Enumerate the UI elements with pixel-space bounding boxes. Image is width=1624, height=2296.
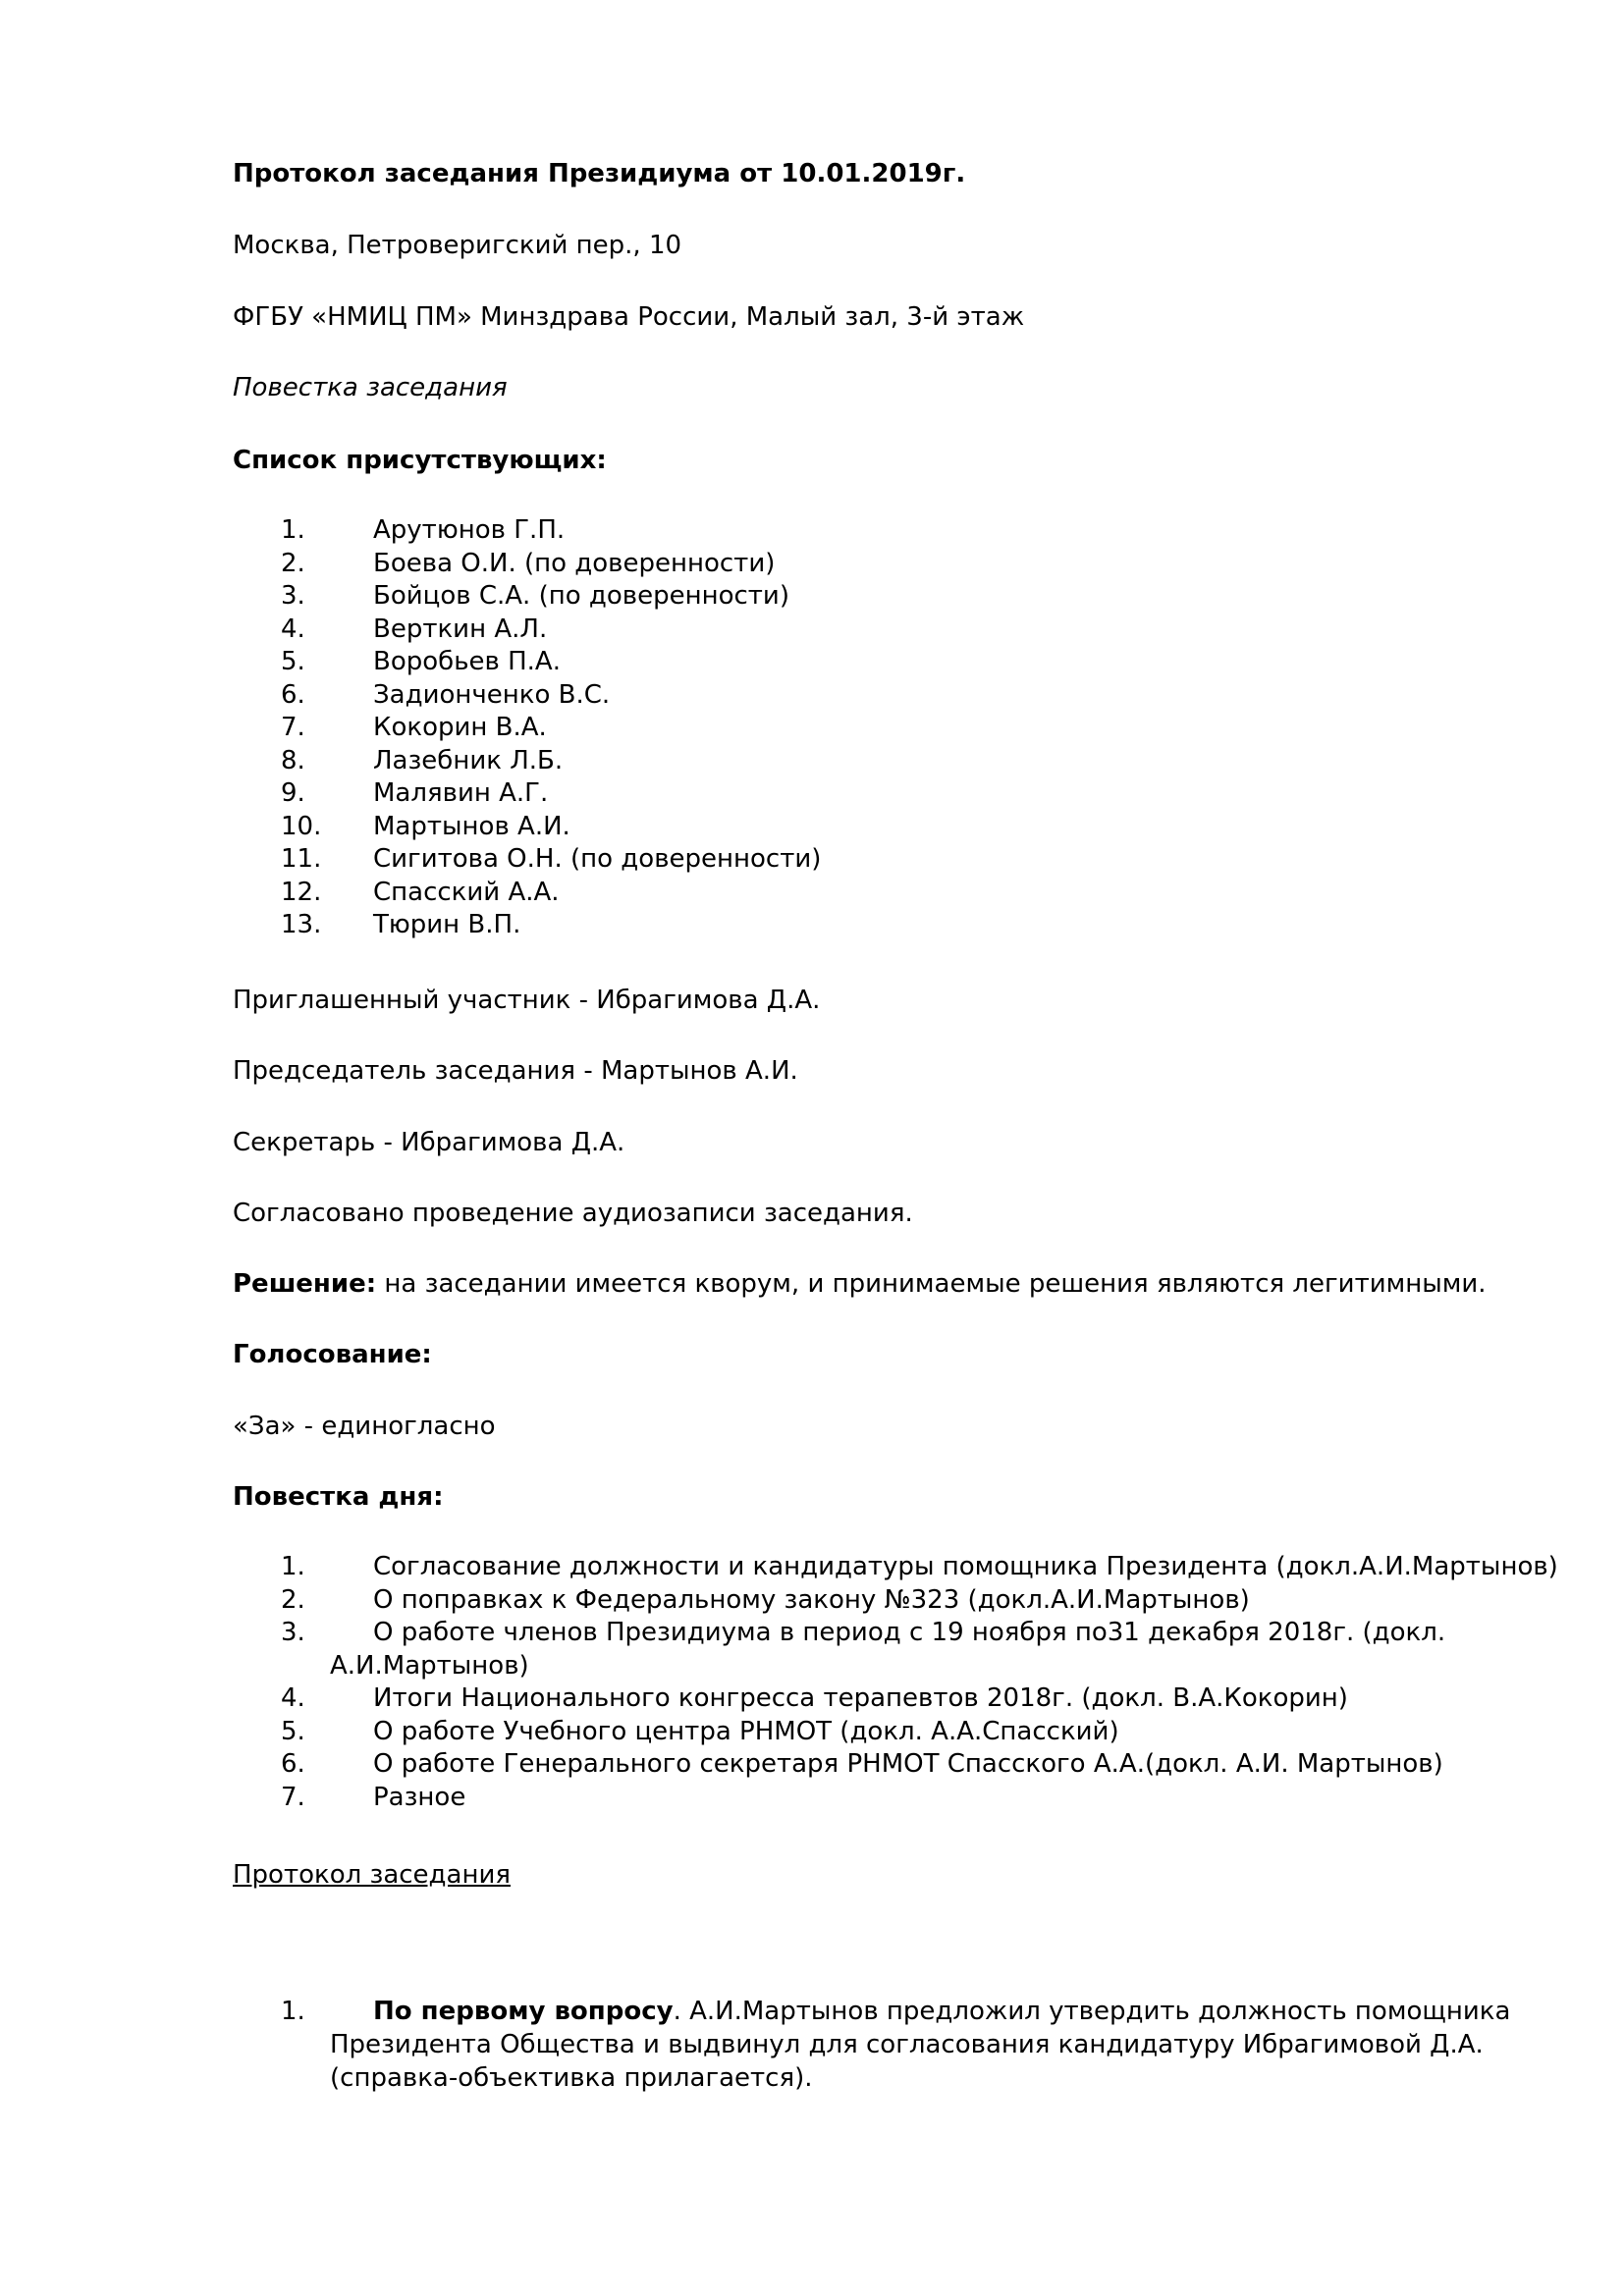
meeting-address: Москва, Петроверигский пер., 10 xyxy=(233,231,682,260)
meeting-secretary: Секретарь - Ибрагимова Д.А. xyxy=(233,1128,625,1157)
decision-label: Решение: xyxy=(233,1269,377,1299)
quorum-decision xyxy=(233,1267,1487,1301)
protocol-item-line: По первому вопросу. А.И.Мартынов предложил утвердить должность помощника xyxy=(373,1997,1511,2026)
meeting-chair: Председатель заседания - Мартынов А.И. xyxy=(233,1056,798,1086)
agenda-heading: Повестка дня: xyxy=(233,1482,444,1512)
voting-result: «За» - единогласно xyxy=(233,1412,496,1441)
audio-recording-note: Согласовано проведение аудиозаписи заседания. xyxy=(233,1199,913,1228)
attendees-heading: Список присутствующих: xyxy=(233,446,607,475)
protocol-link[interactable]: Протокол заседания xyxy=(233,1860,512,1890)
document-title: Протокол заседания Президиума от 10.01.2019г. xyxy=(233,159,966,188)
protocol-item-line: (справка-объективка прилагается). xyxy=(330,2063,813,2093)
protocol-item-line: Президента Общества и выдвинул для согласования кандидатуру Ибрагимовой Д.А. xyxy=(330,2030,1484,2059)
agenda-label: Повестка заседания xyxy=(233,373,508,402)
invited-participant: Приглашенный участник - Ибрагимова Д.А. xyxy=(233,986,821,1015)
meeting-venue: ФГБУ «НМИЦ ПМ» Минздрава России, Малый зал, 3-й этаж xyxy=(233,302,1025,332)
voting-heading: Голосование: xyxy=(233,1340,432,1369)
document-page: Протокол заседания Президиума от 10.01.2019г. Москва, Петроверигский пер., 10 ФГБУ «НМИЦ ПМ» Минздрава России, Малый зал, 3-й этаж Повестка заседания Список присутствующих: 1. Арутюнов Г.П. 2. Боева О.И. (по доверенности) 3. Бойцов С.А. (по доверенности) 4. Верткин А.Л. 5. Воробьев П.А. 6. Задионченко В.С. 7. Кокорин В.А. 8. Лазебник Л.Б. 9. Малявин А.Г. 10. Мартынов А.И. 11. Сигитова О.Н. (по доверенности) 12. Спасский А.А. 13. Тюрин В.П. Приглашенный участник - Ибрагимова Д.А. Председатель заседания - Мартынов А.И. Секретарь - Ибрагимова Д.А. Согласовано проведение аудиозаписи заседания. Решение: на заседании имеется кворум, и принимаемые решения являются легитимными. Голосование: «За» - единогласно Повестка дня: 1. Согласование должности и кандидатуры помощника Президента (докл.А.И.Мартынов) 2. О поправках к Федеральному закону №323 (докл.А.И.Мартынов) 3. О работе членов Президиума в период с 19 ноября по31 декабря 2018г. (докл. А.И.Мартынов) 4. Итоги Национального конгресса терапевтов 2018г. (докл. В.А.Кокорин) 5. О работе Учебного центра РНМОТ (докл. А.А.Спасский) 6. О работе Генерального секретаря РНМОТ Спасского А.А.(докл. А.И. Мартынов) 7. Разное Протокол заседания 1. По первому вопросу. А.И.Мартынов предложил утвердить должность помощника Президента Общества и выдвинул для согласования кандидатуру Ибрагимовой Д.А. (справка-объективка прилагается). xyxy=(233,159,1558,2093)
protocol-item-lead: По первому вопросу xyxy=(373,1997,674,2026)
decision-text: на заседании имеется кворум, и принимаемые решения являются легитимными. xyxy=(376,1269,1487,1299)
